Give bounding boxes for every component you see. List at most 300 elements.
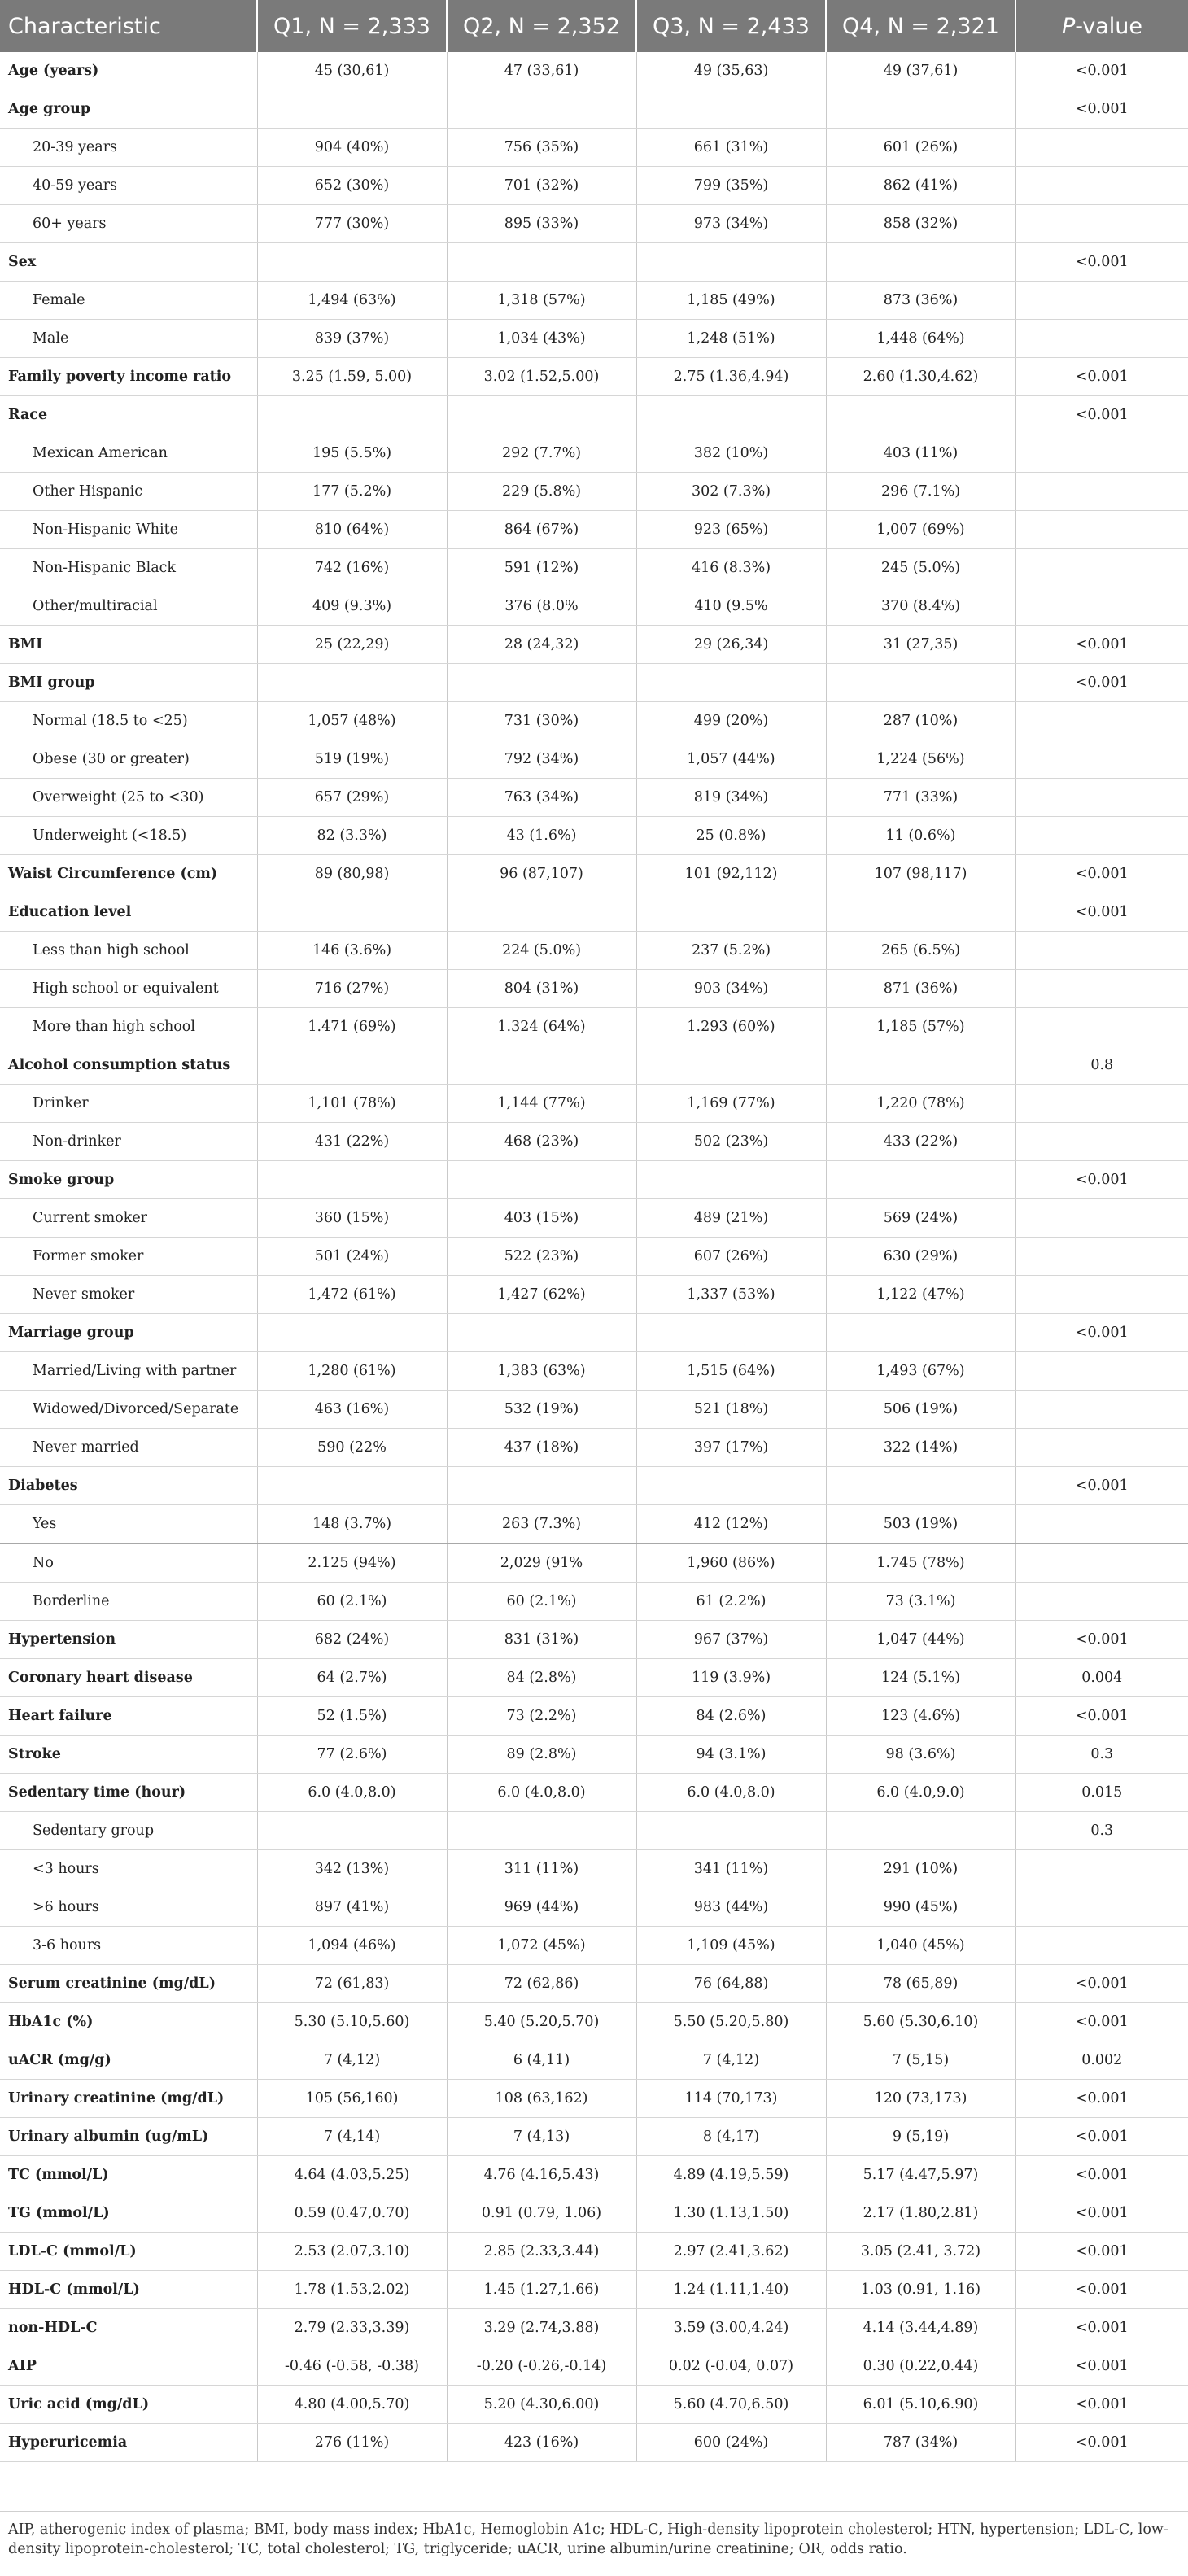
characteristic-cell: Age group xyxy=(0,90,257,129)
q3-cell: 76 (64,88) xyxy=(636,1965,826,2003)
p-value-cell xyxy=(1015,702,1188,740)
table-row xyxy=(0,473,1188,511)
characteristic-cell: Underweight (<18.5) xyxy=(0,817,257,855)
q1-cell xyxy=(257,1467,447,1505)
characteristic-cell: HDL-C (mmol/L) xyxy=(0,2271,257,2309)
q3-cell: 341 (11%) xyxy=(636,1850,826,1888)
q4-cell: 871 (36%) xyxy=(826,970,1015,1008)
q2-cell xyxy=(447,664,636,702)
q4-cell: 873 (36%) xyxy=(826,282,1015,320)
q2-cell: 403 (15%) xyxy=(447,1199,636,1238)
characteristic-cell: TC (mmol/L) xyxy=(0,2156,257,2194)
characteristic-cell: Married/Living with partner xyxy=(0,1352,257,1391)
q4-cell: 6.0 (4.0,9.0) xyxy=(826,1774,1015,1812)
q4-cell: 322 (14%) xyxy=(826,1429,1015,1467)
table-row xyxy=(0,1352,1188,1391)
p-value-cell: <0.001 xyxy=(1015,1161,1188,1199)
q2-cell: 701 (32%) xyxy=(447,167,636,205)
q4-cell: 3.05 (2.41, 3.72) xyxy=(826,2233,1015,2271)
table-row xyxy=(0,1736,1188,1774)
p-value-cell xyxy=(1015,817,1188,855)
q1-cell: 810 (64%) xyxy=(257,511,447,549)
table-row xyxy=(0,549,1188,587)
q3-cell: 302 (7.3%) xyxy=(636,473,826,511)
table-row xyxy=(0,1467,1188,1505)
characteristic-cell: non-HDL-C xyxy=(0,2309,257,2347)
characteristic-cell: Overweight (25 to <30) xyxy=(0,779,257,817)
q1-cell: 77 (2.6%) xyxy=(257,1736,447,1774)
characteristic-cell: Education level xyxy=(0,893,257,932)
table-row xyxy=(0,2041,1188,2080)
characteristic-cell: Current smoker xyxy=(0,1199,257,1238)
table-row xyxy=(0,587,1188,626)
characteristic-cell: Sedentary group xyxy=(0,1812,257,1850)
q4-cell: 2.60 (1.30,4.62) xyxy=(826,358,1015,396)
q4-cell: 1,007 (69%) xyxy=(826,511,1015,549)
q2-cell: 376 (8.0% xyxy=(447,587,636,626)
q1-cell: 742 (16%) xyxy=(257,549,447,587)
q3-cell: 5.50 (5.20,5.80) xyxy=(636,2003,826,2041)
p-value-cell: <0.001 xyxy=(1015,2271,1188,2309)
q1-cell: -0.46 (-0.58, -0.38) xyxy=(257,2347,447,2386)
p-value-cell: <0.001 xyxy=(1015,893,1188,932)
table-row xyxy=(0,2233,1188,2271)
p-value-cell: <0.001 xyxy=(1015,664,1188,702)
q2-cell: 2.85 (2.33,3.44) xyxy=(447,2233,636,2271)
q3-cell: 49 (35,63) xyxy=(636,52,826,90)
p-value-cell xyxy=(1015,320,1188,358)
q1-cell: 195 (5.5%) xyxy=(257,434,447,473)
characteristic-cell: Coronary heart disease xyxy=(0,1659,257,1697)
q2-cell xyxy=(447,90,636,129)
p-value-cell: <0.001 xyxy=(1015,358,1188,396)
q4-cell: 73 (3.1%) xyxy=(826,1583,1015,1621)
table-row xyxy=(0,1659,1188,1697)
q3-cell: 237 (5.2%) xyxy=(636,932,826,970)
q4-cell: 506 (19%) xyxy=(826,1391,1015,1429)
q1-cell xyxy=(257,90,447,129)
q4-cell xyxy=(826,90,1015,129)
q3-cell: 1,960 (86%) xyxy=(636,1543,826,1583)
p-value-cell xyxy=(1015,1543,1188,1583)
q4-cell: 1,040 (45%) xyxy=(826,1927,1015,1965)
characteristic-cell: Drinker xyxy=(0,1085,257,1123)
q2-cell: 437 (18%) xyxy=(447,1429,636,1467)
characteristic-cell: Former smoker xyxy=(0,1238,257,1276)
q4-cell: 265 (6.5%) xyxy=(826,932,1015,970)
q1-cell: 6.0 (4.0,8.0) xyxy=(257,1774,447,1812)
characteristic-cell: More than high school xyxy=(0,1008,257,1046)
q2-cell: 4.76 (4.16,5.43) xyxy=(447,2156,636,2194)
p-value-cell: <0.001 xyxy=(1015,2386,1188,2424)
table-row xyxy=(0,664,1188,702)
q3-cell xyxy=(636,396,826,434)
p-value-cell: <0.001 xyxy=(1015,243,1188,282)
q4-cell: 124 (5.1%) xyxy=(826,1659,1015,1697)
q1-cell: 839 (37%) xyxy=(257,320,447,358)
header-characteristic: Characteristic xyxy=(0,0,257,52)
q1-cell: 501 (24%) xyxy=(257,1238,447,1276)
q3-cell: 499 (20%) xyxy=(636,702,826,740)
q1-cell: 64 (2.7%) xyxy=(257,1659,447,1697)
characteristic-cell: Uric acid (mg/dL) xyxy=(0,2386,257,2424)
q2-cell: 7 (4,13) xyxy=(447,2118,636,2156)
q1-cell xyxy=(257,664,447,702)
q2-cell: 756 (35%) xyxy=(447,129,636,167)
q2-cell: 969 (44%) xyxy=(447,1888,636,1927)
table-row xyxy=(0,1314,1188,1352)
q4-cell: 49 (37,61) xyxy=(826,52,1015,90)
p-value-cell: 0.002 xyxy=(1015,2041,1188,2080)
q2-cell: 292 (7.7%) xyxy=(447,434,636,473)
q3-cell: 119 (3.9%) xyxy=(636,1659,826,1697)
p-value-cell xyxy=(1015,167,1188,205)
q2-cell: 224 (5.0%) xyxy=(447,932,636,970)
p-value-cell: <0.001 xyxy=(1015,1314,1188,1352)
characteristic-cell: High school or equivalent xyxy=(0,970,257,1008)
q4-cell: 5.60 (5.30,6.10) xyxy=(826,2003,1015,2041)
table-header xyxy=(0,0,1188,52)
table-row xyxy=(0,1850,1188,1888)
q1-cell: 2.53 (2.07,3.10) xyxy=(257,2233,447,2271)
header-q1: Q1, N = 2,333 xyxy=(257,0,447,52)
table-row xyxy=(0,779,1188,817)
q1-cell: 519 (19%) xyxy=(257,740,447,779)
q4-cell xyxy=(826,664,1015,702)
q1-cell xyxy=(257,1812,447,1850)
q1-cell: 25 (22,29) xyxy=(257,626,447,664)
q2-cell: 1,144 (77%) xyxy=(447,1085,636,1123)
characteristic-cell: Family poverty income ratio xyxy=(0,358,257,396)
q2-cell xyxy=(447,1314,636,1352)
q3-cell: 521 (18%) xyxy=(636,1391,826,1429)
q3-cell: 94 (3.1%) xyxy=(636,1736,826,1774)
characteristic-cell: Smoke group xyxy=(0,1161,257,1199)
p-value-cell: <0.001 xyxy=(1015,1697,1188,1736)
p-value-cell: <0.001 xyxy=(1015,396,1188,434)
q1-cell xyxy=(257,1314,447,1352)
table-row xyxy=(0,2003,1188,2041)
characteristic-cell: Alcohol consumption status xyxy=(0,1046,257,1085)
table-row xyxy=(0,1276,1188,1314)
q2-cell: 1,383 (63%) xyxy=(447,1352,636,1391)
table-row xyxy=(0,932,1188,970)
q3-cell: 1,185 (49%) xyxy=(636,282,826,320)
p-value-cell: <0.001 xyxy=(1015,2424,1188,2462)
q4-cell: 287 (10%) xyxy=(826,702,1015,740)
q3-cell: 7 (4,12) xyxy=(636,2041,826,2080)
table-row xyxy=(0,2080,1188,2118)
q2-cell: 792 (34%) xyxy=(447,740,636,779)
q1-cell: 2.125 (94%) xyxy=(257,1543,447,1583)
characteristic-cell: Age (years) xyxy=(0,52,257,90)
q2-cell: 263 (7.3%) xyxy=(447,1505,636,1544)
p-value-cell xyxy=(1015,932,1188,970)
q4-cell: 1,493 (67%) xyxy=(826,1352,1015,1391)
q2-cell: 72 (62,86) xyxy=(447,1965,636,2003)
q3-cell: 5.60 (4.70,6.50) xyxy=(636,2386,826,2424)
p-value-cell: <0.001 xyxy=(1015,2003,1188,2041)
characteristic-cell: uACR (mg/g) xyxy=(0,2041,257,2080)
q3-cell: 101 (92,112) xyxy=(636,855,826,893)
q4-cell xyxy=(826,396,1015,434)
q3-cell: 983 (44%) xyxy=(636,1888,826,1927)
q3-cell: 819 (34%) xyxy=(636,779,826,817)
characteristic-cell: Hyperuricemia xyxy=(0,2424,257,2462)
q3-cell: 4.89 (4.19,5.59) xyxy=(636,2156,826,2194)
q3-cell: 6.0 (4.0,8.0) xyxy=(636,1774,826,1812)
q4-cell: 990 (45%) xyxy=(826,1888,1015,1927)
q2-cell xyxy=(447,893,636,932)
p-value-cell xyxy=(1015,1505,1188,1544)
q3-cell: 1.30 (1.13,1.50) xyxy=(636,2194,826,2233)
table-footnote: AIP, atherogenic index of plasma; BMI, body mass index; HbA1c, Hemoglobin A1c; HDL-C, High-density lipoprotein cholesterol; HTN, hypertension; LDL-C, low-density lipoprotein-cholesterol; TC, total cholesterol; TG, triglyceride; uACR, urine albumin/urine creatinine; OR, odds ratio. xyxy=(0,2511,1188,2559)
table-row xyxy=(0,817,1188,855)
p-value-cell: <0.001 xyxy=(1015,626,1188,664)
q1-cell: 652 (30%) xyxy=(257,167,447,205)
p-value-cell xyxy=(1015,129,1188,167)
q1-cell xyxy=(257,1046,447,1085)
q4-cell: 862 (41%) xyxy=(826,167,1015,205)
q4-cell: 31 (27,35) xyxy=(826,626,1015,664)
q1-cell: 409 (9.3%) xyxy=(257,587,447,626)
q1-cell: 716 (27%) xyxy=(257,970,447,1008)
table-row xyxy=(0,1927,1188,1965)
characteristic-cell: BMI group xyxy=(0,664,257,702)
q4-cell: 601 (26%) xyxy=(826,129,1015,167)
q1-cell: 4.64 (4.03,5.25) xyxy=(257,2156,447,2194)
q4-cell: 7 (5,15) xyxy=(826,2041,1015,2080)
q1-cell: 52 (1.5%) xyxy=(257,1697,447,1736)
table-row xyxy=(0,1085,1188,1123)
q3-cell: 25 (0.8%) xyxy=(636,817,826,855)
q2-cell: 1,072 (45%) xyxy=(447,1927,636,1965)
table-row xyxy=(0,1965,1188,2003)
p-value-cell xyxy=(1015,1238,1188,1276)
q2-cell: 60 (2.1%) xyxy=(447,1583,636,1621)
characteristic-cell: Serum creatinine (mg/dL) xyxy=(0,1965,257,2003)
p-value-cell xyxy=(1015,1199,1188,1238)
q1-cell: 360 (15%) xyxy=(257,1199,447,1238)
q2-cell: -0.20 (-0.26,-0.14) xyxy=(447,2347,636,2386)
q4-cell: 1.03 (0.91, 1.16) xyxy=(826,2271,1015,2309)
characteristic-cell: TG (mmol/L) xyxy=(0,2194,257,2233)
q1-cell: 82 (3.3%) xyxy=(257,817,447,855)
q2-cell xyxy=(447,1046,636,1085)
table-row xyxy=(0,893,1188,932)
q3-cell xyxy=(636,1046,826,1085)
q4-cell: 78 (65,89) xyxy=(826,1965,1015,2003)
q1-cell: 897 (41%) xyxy=(257,1888,447,1927)
table-row xyxy=(0,1238,1188,1276)
q4-cell: 1,122 (47%) xyxy=(826,1276,1015,1314)
q4-cell: 503 (19%) xyxy=(826,1505,1015,1544)
header-q2: Q2, N = 2,352 xyxy=(447,0,636,52)
p-value-cell xyxy=(1015,434,1188,473)
characteristic-cell: Non-drinker xyxy=(0,1123,257,1161)
p-value-cell xyxy=(1015,1085,1188,1123)
q1-cell: 1.471 (69%) xyxy=(257,1008,447,1046)
q2-cell: 731 (30%) xyxy=(447,702,636,740)
q4-cell: 1,185 (57%) xyxy=(826,1008,1015,1046)
q3-cell xyxy=(636,1314,826,1352)
table-row xyxy=(0,970,1188,1008)
q1-cell: 590 (22% xyxy=(257,1429,447,1467)
characteristic-cell: Non-Hispanic Black xyxy=(0,549,257,587)
q3-cell: 416 (8.3%) xyxy=(636,549,826,587)
p-value-cell: 0.8 xyxy=(1015,1046,1188,1085)
p-value-cell xyxy=(1015,1123,1188,1161)
q2-cell: 6 (4,11) xyxy=(447,2041,636,2080)
q4-cell xyxy=(826,1467,1015,1505)
q1-cell: 4.80 (4.00,5.70) xyxy=(257,2386,447,2424)
table-row xyxy=(0,1774,1188,1812)
header-q4: Q4, N = 2,321 xyxy=(826,0,1015,52)
q3-cell: 84 (2.6%) xyxy=(636,1697,826,1736)
q3-cell xyxy=(636,90,826,129)
characteristic-cell: Urinary albumin (ug/mL) xyxy=(0,2118,257,2156)
table-row xyxy=(0,2347,1188,2386)
q3-cell: 607 (26%) xyxy=(636,1238,826,1276)
table-row xyxy=(0,243,1188,282)
q1-cell: 105 (56,160) xyxy=(257,2080,447,2118)
characteristic-cell: 20-39 years xyxy=(0,129,257,167)
q4-cell xyxy=(826,1812,1015,1850)
p-value-cell: <0.001 xyxy=(1015,90,1188,129)
q4-cell: 245 (5.0%) xyxy=(826,549,1015,587)
characteristic-cell: No xyxy=(0,1543,257,1583)
table-row xyxy=(0,1391,1188,1429)
q4-cell xyxy=(826,1314,1015,1352)
q2-cell: 5.40 (5.20,5.70) xyxy=(447,2003,636,2041)
q3-cell: 410 (9.5% xyxy=(636,587,826,626)
characteristic-cell: 60+ years xyxy=(0,205,257,243)
q4-cell: 1,448 (64%) xyxy=(826,320,1015,358)
q4-cell: 433 (22%) xyxy=(826,1123,1015,1161)
characteristic-cell: HbA1c (%) xyxy=(0,2003,257,2041)
q1-cell: 463 (16%) xyxy=(257,1391,447,1429)
q4-cell: 123 (4.6%) xyxy=(826,1697,1015,1736)
q4-cell: 6.01 (5.10,6.90) xyxy=(826,2386,1015,2424)
p-value-cell xyxy=(1015,549,1188,587)
q1-cell: 60 (2.1%) xyxy=(257,1583,447,1621)
q4-cell xyxy=(826,1161,1015,1199)
p-value-cell xyxy=(1015,587,1188,626)
q1-cell: 1,094 (46%) xyxy=(257,1927,447,1965)
q3-cell xyxy=(636,893,826,932)
q2-cell: 1,034 (43%) xyxy=(447,320,636,358)
q4-cell: 858 (32%) xyxy=(826,205,1015,243)
q3-cell: 382 (10%) xyxy=(636,434,826,473)
characteristic-cell: Hypertension xyxy=(0,1621,257,1659)
table-row xyxy=(0,2424,1188,2462)
q3-cell: 923 (65%) xyxy=(636,511,826,549)
q3-cell: 29 (26,34) xyxy=(636,626,826,664)
q4-cell: 296 (7.1%) xyxy=(826,473,1015,511)
q3-cell xyxy=(636,1161,826,1199)
q1-cell: 3.25 (1.59, 5.00) xyxy=(257,358,447,396)
characteristic-cell: Diabetes xyxy=(0,1467,257,1505)
table-row xyxy=(0,129,1188,167)
q1-cell: 276 (11%) xyxy=(257,2424,447,2462)
table-row xyxy=(0,1583,1188,1621)
characteristic-cell: AIP xyxy=(0,2347,257,2386)
q3-cell xyxy=(636,1812,826,1850)
q1-cell: 146 (3.6%) xyxy=(257,932,447,970)
q4-cell: 403 (11%) xyxy=(826,434,1015,473)
table-row xyxy=(0,2386,1188,2424)
table-row xyxy=(0,1621,1188,1659)
table-row xyxy=(0,1199,1188,1238)
q3-cell xyxy=(636,664,826,702)
p-value-cell: <0.001 xyxy=(1015,2309,1188,2347)
q2-cell: 229 (5.8%) xyxy=(447,473,636,511)
q2-cell: 532 (19%) xyxy=(447,1391,636,1429)
q4-cell: 1,220 (78%) xyxy=(826,1085,1015,1123)
header-row xyxy=(0,0,1188,52)
q2-cell: 28 (24,32) xyxy=(447,626,636,664)
p-value-cell xyxy=(1015,473,1188,511)
characteristic-cell: <3 hours xyxy=(0,1850,257,1888)
q3-cell: 489 (21%) xyxy=(636,1199,826,1238)
q3-cell: 61 (2.2%) xyxy=(636,1583,826,1621)
q1-cell: 5.30 (5.10,5.60) xyxy=(257,2003,447,2041)
characteristic-cell: 40-59 years xyxy=(0,167,257,205)
q2-cell: 0.91 (0.79, 1.06) xyxy=(447,2194,636,2233)
q4-cell: 370 (8.4%) xyxy=(826,587,1015,626)
table-row xyxy=(0,2271,1188,2309)
characteristic-cell: Other/multiracial xyxy=(0,587,257,626)
q4-cell: 1,224 (56%) xyxy=(826,740,1015,779)
p-value-cell xyxy=(1015,1276,1188,1314)
table-row xyxy=(0,740,1188,779)
p-value-cell: 0.004 xyxy=(1015,1659,1188,1697)
characteristic-cell: Female xyxy=(0,282,257,320)
q3-cell: 114 (70,173) xyxy=(636,2080,826,2118)
characteristic-cell: Less than high school xyxy=(0,932,257,970)
q3-cell: 967 (37%) xyxy=(636,1621,826,1659)
characteristic-cell: Mexican American xyxy=(0,434,257,473)
characteristic-cell: LDL-C (mmol/L) xyxy=(0,2233,257,2271)
table-row xyxy=(0,1123,1188,1161)
q4-cell: 771 (33%) xyxy=(826,779,1015,817)
q2-cell xyxy=(447,243,636,282)
q2-cell xyxy=(447,396,636,434)
table-row xyxy=(0,90,1188,129)
q2-cell: 3.29 (2.74,3.88) xyxy=(447,2309,636,2347)
table-row xyxy=(0,2156,1188,2194)
table-row xyxy=(0,1505,1188,1544)
q3-cell: 600 (24%) xyxy=(636,2424,826,2462)
p-value-cell xyxy=(1015,205,1188,243)
p-value-cell xyxy=(1015,1391,1188,1429)
p-value-cell: <0.001 xyxy=(1015,2080,1188,2118)
q2-cell: 311 (11%) xyxy=(447,1850,636,1888)
q2-cell: 591 (12%) xyxy=(447,549,636,587)
characteristic-cell: Urinary creatinine (mg/dL) xyxy=(0,2080,257,2118)
characteristic-cell: Normal (18.5 to <25) xyxy=(0,702,257,740)
characteristic-cell: Non-Hispanic White xyxy=(0,511,257,549)
q1-cell: 7 (4,12) xyxy=(257,2041,447,2080)
header-q3: Q3, N = 2,433 xyxy=(636,0,826,52)
q3-cell: 1,337 (53%) xyxy=(636,1276,826,1314)
table-body xyxy=(0,52,1188,2462)
q3-cell: 1.293 (60%) xyxy=(636,1008,826,1046)
q2-cell: 108 (63,162) xyxy=(447,2080,636,2118)
p-value-cell xyxy=(1015,1429,1188,1467)
q4-cell: 107 (98,117) xyxy=(826,855,1015,893)
q3-cell: 412 (12%) xyxy=(636,1505,826,1544)
